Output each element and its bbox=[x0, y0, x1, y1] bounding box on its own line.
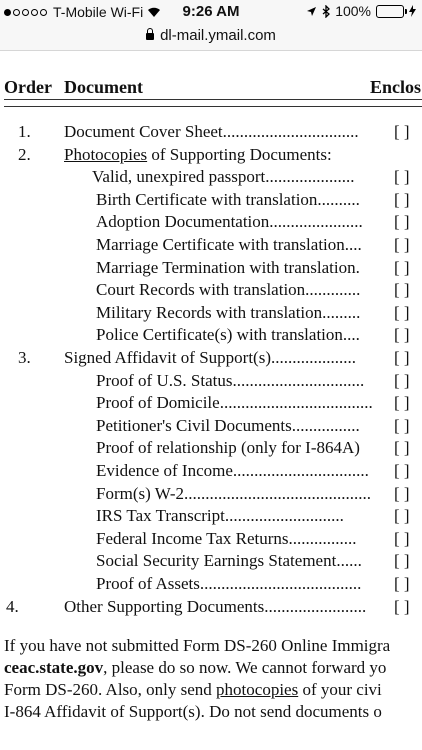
checklist-subitem bbox=[96, 484, 371, 504]
item-leader-dots: ........................ bbox=[264, 597, 367, 616]
checklist-subitem bbox=[96, 574, 361, 594]
checklist-subitem bbox=[96, 416, 360, 436]
row-number: 1. bbox=[18, 122, 31, 141]
enclosed-checkbox[interactable]: [ ] bbox=[394, 461, 410, 480]
header-document: Document bbox=[64, 77, 143, 97]
document-content bbox=[0, 50, 422, 750]
item-leader-dots: .... bbox=[342, 325, 360, 344]
paragraph-line-1: If you have not submitted Form DS-260 Online Immigra bbox=[4, 636, 391, 655]
enclosed-checkbox[interactable]: [ ] bbox=[394, 190, 410, 209]
item-leader-dots: ...................... bbox=[269, 212, 363, 231]
paragraph-line-3 bbox=[4, 680, 382, 700]
item-label: Valid, unexpired passport bbox=[92, 167, 266, 186]
item-leader-dots: ...................................... bbox=[199, 574, 362, 593]
checklist-subitem bbox=[96, 551, 362, 571]
enclosed-checkbox[interactable]: [ ] bbox=[394, 122, 410, 141]
item-label-rest: of Supporting Documents: bbox=[147, 145, 332, 164]
enclosed-checkbox[interactable]: [ ] bbox=[394, 348, 410, 367]
item-leader-dots: ................ bbox=[291, 416, 360, 435]
checklist-item bbox=[64, 122, 359, 142]
item-label: Petitioner's Civil Documents bbox=[96, 416, 292, 435]
enclosed-checkbox[interactable]: [ ] bbox=[394, 574, 410, 593]
bluetooth-icon bbox=[322, 5, 330, 18]
enclosed-checkbox[interactable]: [ ] bbox=[394, 258, 410, 277]
enclosed-checkbox[interactable]: [ ] bbox=[394, 438, 410, 457]
item-label: Proof of Assets bbox=[96, 574, 200, 593]
item-leader-dots: ..................... bbox=[265, 167, 355, 186]
checklist-subitem bbox=[96, 235, 362, 255]
item-label: Marriage Termination with translation. bbox=[96, 258, 360, 277]
checklist-item bbox=[64, 597, 366, 617]
enclosed-checkbox[interactable]: [ ] bbox=[394, 167, 410, 186]
checklist-subitem bbox=[96, 529, 357, 549]
battery-icon bbox=[376, 5, 404, 18]
item-label: Federal Income Tax Returns bbox=[96, 529, 289, 548]
item-label: Signed Affidavit of Support(s) bbox=[64, 348, 271, 367]
item-label: Police Certificate(s) with translation bbox=[96, 325, 343, 344]
enclosed-checkbox[interactable]: [ ] bbox=[394, 484, 410, 503]
row-number: 2. bbox=[18, 145, 31, 164]
item-label: Military Records with translation bbox=[96, 303, 323, 322]
item-leader-dots: ............................................ bbox=[184, 484, 371, 503]
item-label: Social Security Earnings Statement bbox=[96, 551, 337, 570]
enclosed-checkbox[interactable]: [ ] bbox=[394, 280, 410, 299]
location-arrow-icon bbox=[306, 6, 317, 17]
row-number: 3. bbox=[18, 348, 31, 367]
item-label: Other Supporting Documents bbox=[64, 597, 265, 616]
row-number: 4. bbox=[6, 597, 19, 616]
checklist-subitem bbox=[96, 258, 360, 278]
item-label: Adoption Documentation bbox=[96, 212, 270, 231]
item-label: IRS Tax Transcript bbox=[96, 506, 225, 525]
enclosed-checkbox[interactable]: [ ] bbox=[394, 303, 410, 322]
item-label: Proof of relationship (only for I-864A) bbox=[96, 438, 360, 457]
item-label: Court Records with translation bbox=[96, 280, 306, 299]
status-right bbox=[306, 3, 416, 19]
checklist-subitem bbox=[96, 393, 373, 413]
enclosed-checkbox[interactable]: [ ] bbox=[394, 235, 410, 254]
item-leader-dots: ................................ bbox=[232, 461, 369, 480]
enclosed-checkbox[interactable]: [ ] bbox=[394, 551, 410, 570]
header-order: Order bbox=[4, 77, 52, 97]
item-leader-dots: ................................ bbox=[222, 122, 359, 141]
ceac-link[interactable]: ceac.state.gov bbox=[4, 658, 104, 677]
item-label-underlined: Photocopies bbox=[64, 145, 148, 164]
enclosed-checkbox[interactable]: [ ] bbox=[394, 325, 410, 344]
item-leader-dots: ................ bbox=[288, 529, 357, 548]
battery-percent: 100% bbox=[335, 3, 371, 19]
checklist-subitem bbox=[96, 438, 360, 458]
checklist-subitem bbox=[96, 371, 364, 391]
item-leader-dots: ............................... bbox=[232, 371, 365, 390]
paragraph-line-3-pre: Form DS-260. Also, only send bbox=[4, 680, 217, 699]
header-separator bbox=[4, 99, 422, 107]
item-label: Birth Certificate with translation bbox=[96, 190, 318, 209]
item-leader-dots: ............................ bbox=[224, 506, 344, 525]
paragraph-line-2 bbox=[4, 658, 386, 678]
enclosed-checkbox[interactable]: [ ] bbox=[394, 371, 410, 390]
enclosed-checkbox[interactable]: [ ] bbox=[394, 597, 410, 616]
item-leader-dots: .......... bbox=[317, 190, 360, 209]
url-text: dl-mail.ymail.com bbox=[160, 27, 276, 44]
checklist-subitem bbox=[96, 461, 369, 481]
charging-bolt-icon bbox=[409, 5, 416, 17]
enclosed-checkbox[interactable]: [ ] bbox=[394, 393, 410, 412]
carrier-label: T-Mobile Wi-Fi bbox=[53, 4, 144, 20]
item-label: Document Cover Sheet bbox=[64, 122, 223, 141]
checklist-subitem bbox=[96, 506, 344, 526]
checklist-subitem bbox=[96, 325, 360, 345]
status-time: 9:26 AM bbox=[182, 3, 240, 20]
item-leader-dots: ............. bbox=[305, 280, 361, 299]
item-leader-dots: ...... bbox=[336, 551, 362, 570]
item-label: Proof of Domicile bbox=[96, 393, 220, 412]
paragraph-line-3-post: of your civi bbox=[298, 680, 382, 699]
checklist-subitem bbox=[92, 167, 355, 187]
item-leader-dots: .................... bbox=[270, 348, 356, 367]
item-label: Proof of U.S. Status bbox=[96, 371, 233, 390]
address-bar[interactable] bbox=[0, 24, 422, 51]
enclosed-checkbox[interactable]: [ ] bbox=[394, 212, 410, 231]
enclosed-checkbox[interactable]: [ ] bbox=[394, 416, 410, 435]
paragraph-line-4: I-864 Affidavit of Support(s). Do not send documents o bbox=[4, 702, 382, 721]
checklist-item bbox=[64, 348, 356, 368]
checklist-subitem bbox=[96, 212, 363, 232]
item-label: Form(s) W-2 bbox=[96, 484, 184, 503]
paragraph-line-3-underlined: photocopies bbox=[216, 680, 299, 699]
item-leader-dots: .... bbox=[344, 235, 362, 254]
item-leader-dots: .................................... bbox=[219, 393, 373, 412]
paragraph-line-2-text: , please do so now. We cannot forward yo bbox=[103, 658, 387, 677]
checklist-subitem bbox=[96, 280, 360, 300]
lock-icon bbox=[146, 33, 154, 40]
item-label: Marriage Certificate with translation bbox=[96, 235, 345, 254]
enclosed-checkbox[interactable]: [ ] bbox=[394, 506, 410, 525]
header-enclosed: Enclos bbox=[370, 77, 422, 97]
checklist-item bbox=[64, 145, 332, 165]
checklist-subitem bbox=[96, 303, 360, 323]
enclosed-checkbox[interactable]: [ ] bbox=[394, 529, 410, 548]
item-label: Evidence of Income bbox=[96, 461, 233, 480]
item-leader-dots: ......... bbox=[322, 303, 361, 322]
status-bar bbox=[0, 0, 422, 24]
checklist-subitem bbox=[96, 190, 360, 210]
